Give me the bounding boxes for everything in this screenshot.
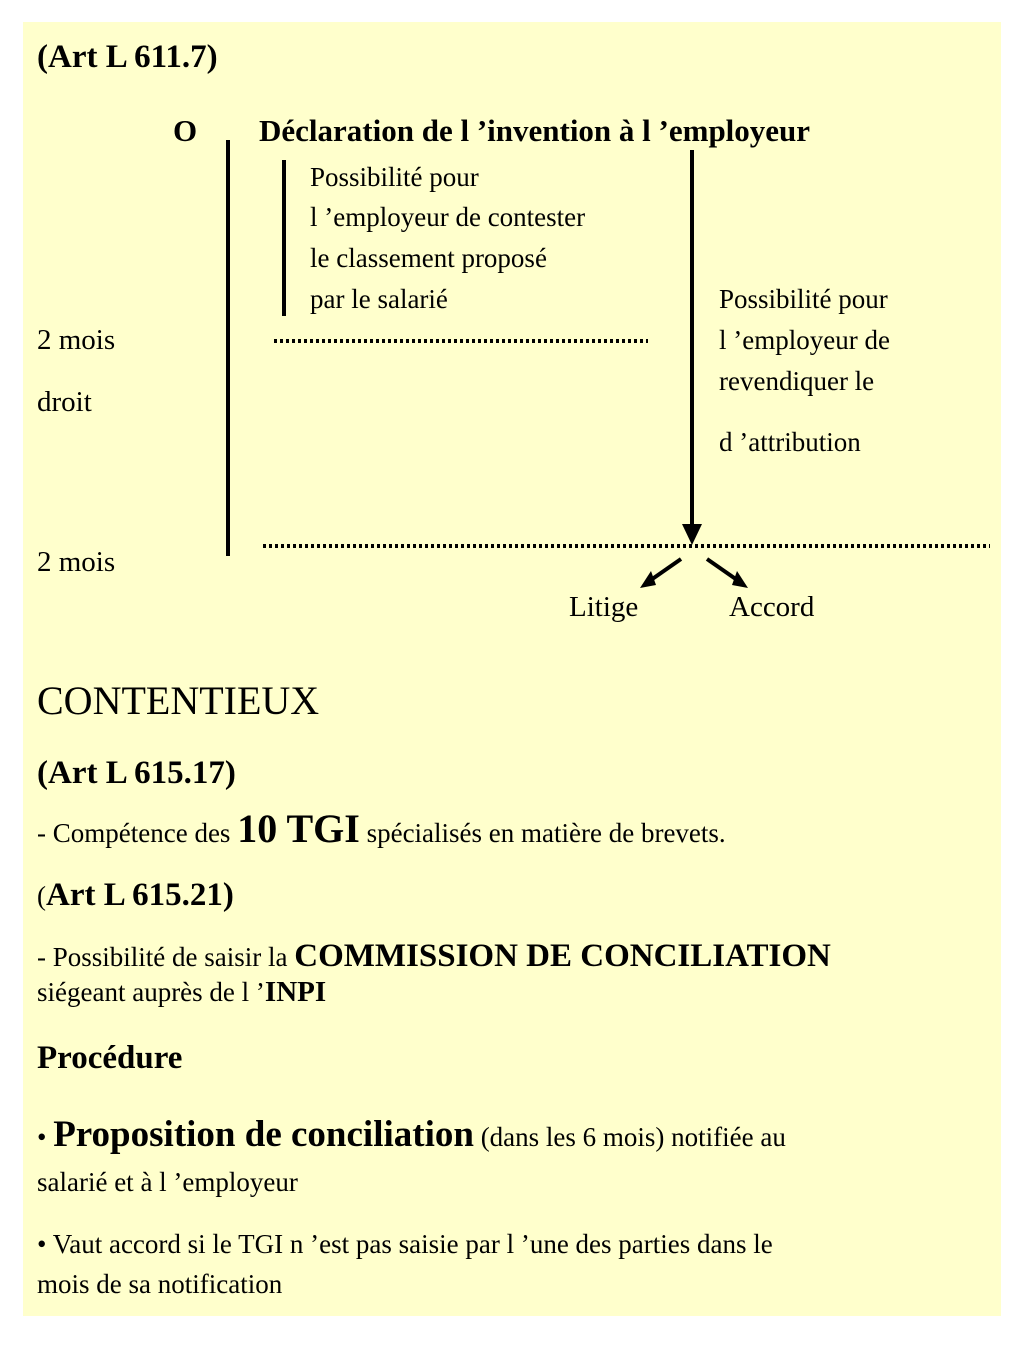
saisir-line	[37, 938, 831, 976]
ten-tgi: 10 TGI	[237, 806, 360, 851]
competence-suffix: spécialisés en matière de brevets.	[359, 818, 726, 848]
contest-line-4: par le salarié	[310, 284, 448, 314]
proposition-title: Proposition de conciliation	[53, 1114, 474, 1155]
droit-label: droit	[37, 386, 92, 418]
competence-prefix: - Compétence des	[37, 818, 238, 848]
accord-arrow-head	[732, 571, 748, 588]
contentieux-title: CONTENTIEUX	[37, 678, 320, 723]
contest-line-2: l ’employeur de contester	[310, 202, 586, 232]
saisir-prefix: - Possibilité de saisir la	[37, 942, 295, 972]
litige-arrow-head	[640, 571, 656, 588]
bullet-1: •	[37, 1122, 47, 1152]
origin-label: O	[173, 113, 198, 148]
period-label-1: 2 mois	[37, 324, 116, 356]
article-615-21-paren: (	[37, 881, 46, 911]
outcome-litige: Litige	[569, 591, 639, 623]
article-615-21-text: Art L 615.21)	[46, 877, 234, 913]
article-heading: (Art L 611.7)	[37, 39, 218, 75]
proposition-rest: (dans les 6 mois) notifiée au	[473, 1122, 786, 1152]
vaut-line-2: mois de sa notification	[37, 1269, 283, 1299]
commission-name: COMMISSION DE CONCILIATION	[294, 938, 831, 974]
competence-line	[37, 806, 726, 852]
claim-line-1: Possibilité pour	[719, 284, 888, 314]
declaration-label: Déclaration de l ’invention à l ’employeur	[259, 113, 811, 148]
procedure-title: Procédure	[37, 1040, 183, 1076]
proposition-line-2: salarié et à l ’employeur	[37, 1167, 298, 1197]
claim-line-3: revendiquer le	[719, 366, 875, 396]
article-615-21	[37, 877, 234, 915]
inpi-label: INPI	[264, 976, 327, 1008]
proposition-line	[37, 1114, 786, 1157]
claim-line-2: l ’employeur de	[719, 325, 890, 355]
period-label-2: 2 mois	[37, 546, 116, 578]
outcome-accord: Accord	[729, 591, 815, 623]
siegeant-line	[37, 976, 326, 1009]
article-615-17: (Art L 615.17)	[37, 755, 236, 791]
claim-arrow-head	[682, 524, 702, 545]
vaut-line-1: • Vaut accord si le TGI n ’est pas saisie par l ’une des parties dans le	[37, 1229, 773, 1259]
contest-line-3: le classement proposé	[310, 243, 547, 273]
contest-line-1: Possibilité pour	[310, 162, 479, 192]
siegeant-text: siégeant auprès de l ’	[37, 977, 265, 1007]
claim-line-4: d ’attribution	[719, 427, 861, 457]
